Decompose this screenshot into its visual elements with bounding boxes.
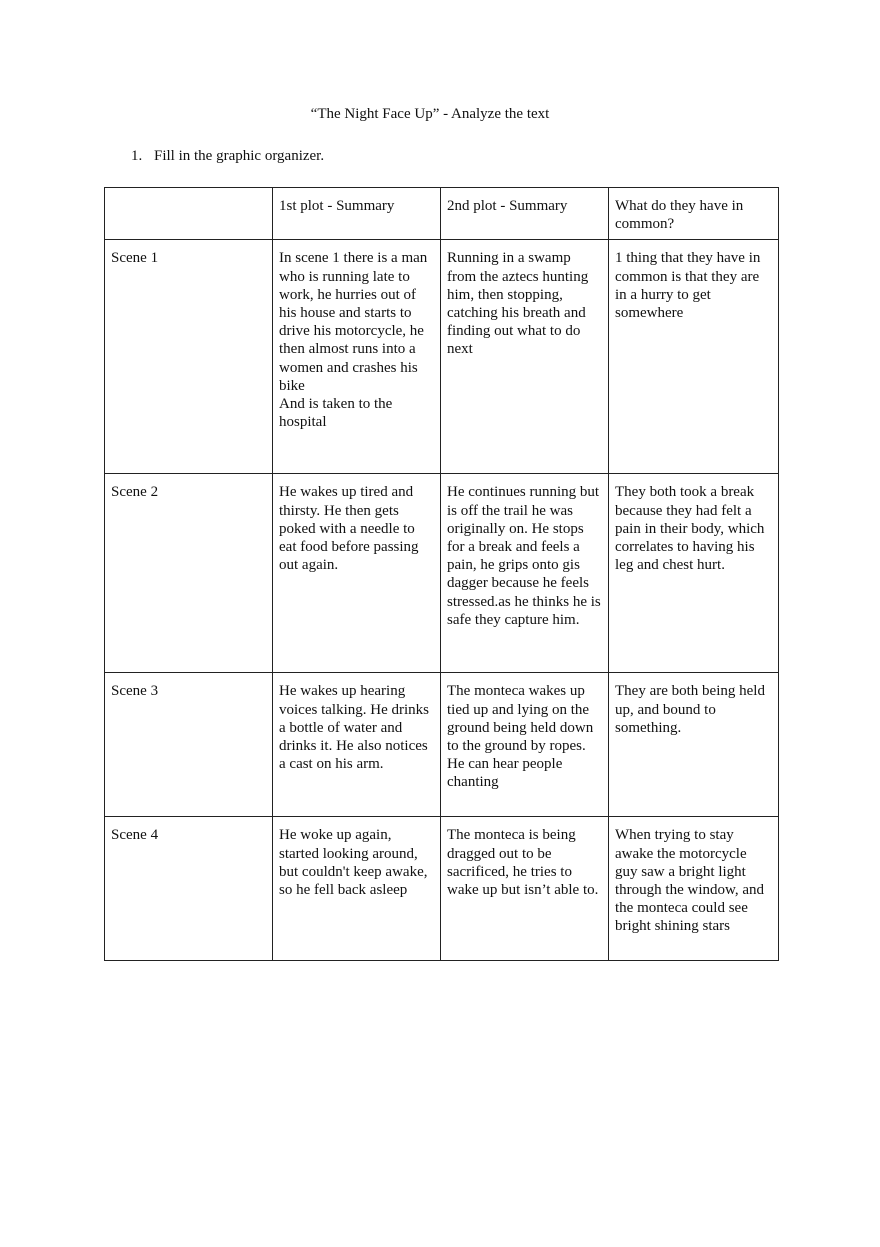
header-cell-plot1: 1st plot - Summary bbox=[273, 188, 441, 240]
table-row bbox=[105, 240, 779, 474]
plot2-summary: He continues running but is off the trail he was originally on. He stops for a break and feels a pain, he grips onto gis dagger because he feels stressed.as he thinks he is safe they capture him. bbox=[441, 474, 609, 673]
header-cell-plot2: 2nd plot - Summary bbox=[441, 188, 609, 240]
common-summary: 1 thing that they have in common is that they are in a hurry to get somewhere bbox=[609, 240, 779, 474]
table-row bbox=[105, 673, 779, 817]
scene-label: Scene 1 bbox=[105, 240, 273, 474]
scene-label: Scene 4 bbox=[105, 817, 273, 961]
plot1-summary: He woke up again, started looking around, but couldn't keep awake, so he fell back asleep bbox=[273, 817, 441, 961]
header-cell-common: What do they have in common? bbox=[609, 188, 779, 240]
instruction-text: Fill in the graphic organizer. bbox=[154, 148, 325, 164]
scene-label: Scene 2 bbox=[105, 474, 273, 673]
plot2-summary: The monteca wakes up tied up and lying on the ground being held down to the ground by ropes. He can hear people chanting bbox=[441, 673, 609, 817]
scene-label: Scene 3 bbox=[105, 673, 273, 817]
table-row bbox=[105, 817, 779, 961]
common-summary: They are both being held up, and bound to something. bbox=[609, 673, 779, 817]
plot1-summary: He wakes up tired and thirsty. He then gets poked with a needle to eat food before passing out again. bbox=[273, 474, 441, 673]
plot2-summary: The monteca is being dragged out to be sacrificed, he tries to wake up but isn’t able to. bbox=[441, 817, 609, 961]
document-title: “The Night Face Up” - Analyze the text bbox=[310, 106, 550, 122]
plot1-summary-extra: And is taken to the hospital bbox=[279, 396, 393, 431]
plot2-summary: Running in a swamp from the aztecs hunting him, then stopping, catching his breath and finding out what to do next bbox=[441, 240, 609, 474]
common-summary: They both took a break because they had felt a pain in their body, which correlates to having his leg and chest hurt. bbox=[609, 474, 779, 673]
table-header-row bbox=[105, 188, 779, 240]
table-row bbox=[105, 474, 779, 673]
common-summary: When trying to stay awake the motorcycle guy saw a bright light through the window, and the monteca could see bright shining stars bbox=[609, 817, 779, 961]
header-cell-empty bbox=[105, 188, 273, 240]
plot1-summary: He wakes up hearing voices talking. He drinks a bottle of water and drinks it. He also notices a cast on his arm. bbox=[273, 673, 441, 817]
instruction-item bbox=[131, 146, 324, 166]
graphic-organizer-table bbox=[104, 187, 779, 961]
plot1-summary-cell bbox=[273, 240, 441, 474]
plot1-summary: In scene 1 there is a man who is running late to work, he hurries out of his house and starts to drive his motorcycle, he then almost runs into a women and crashes his bike bbox=[279, 250, 428, 394]
instruction-number: 1. bbox=[131, 148, 143, 164]
